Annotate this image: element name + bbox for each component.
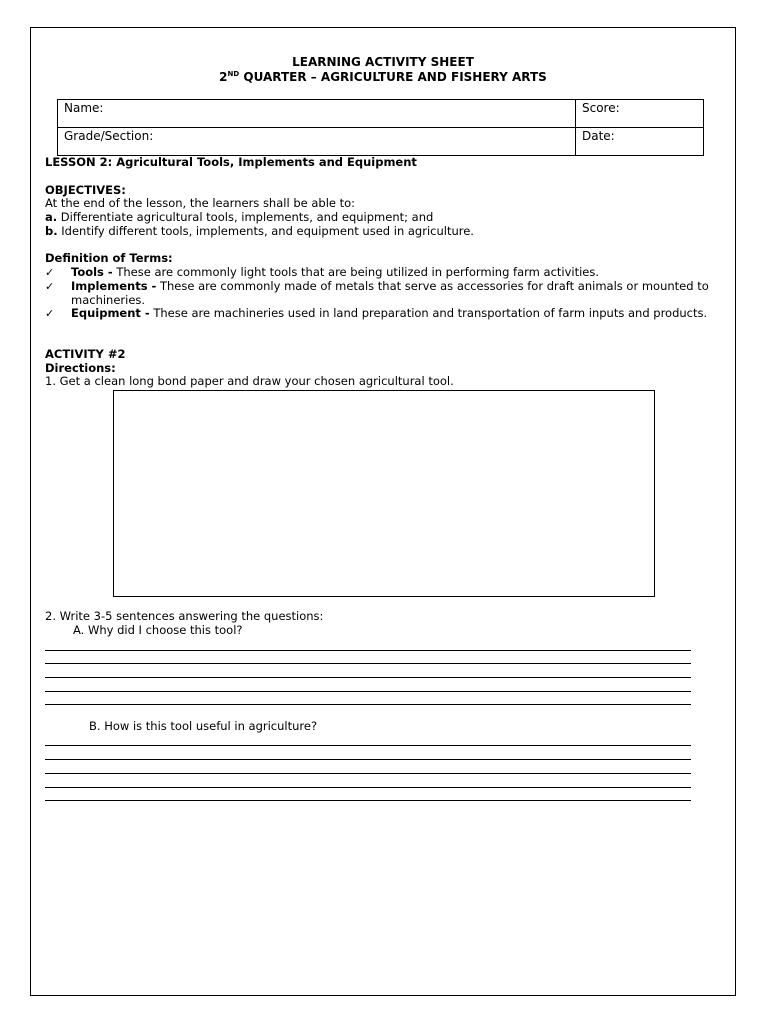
grade-section-label: Grade/Section: (64, 129, 154, 143)
checkmark-icon: ✓ (45, 280, 55, 293)
objective-marker: b. (45, 224, 58, 238)
objectives-intro: At the end of the lesson, the learners shall be able to: (45, 196, 356, 210)
checkmark-icon: ✓ (45, 307, 55, 320)
name-field[interactable] (58, 100, 576, 128)
answer-line[interactable] (45, 650, 691, 651)
answer-line[interactable] (45, 759, 691, 760)
activity-heading: ACTIVITY #2 (45, 347, 126, 361)
definition-term: Implements - (71, 279, 157, 293)
question-b: B. How is this tool useful in agriculture? (89, 719, 318, 733)
objective-item-a (45, 211, 433, 225)
objective-marker: a. (45, 210, 58, 224)
objectives-heading: OBJECTIVES: (45, 183, 126, 197)
score-field[interactable] (576, 100, 704, 128)
definition-text: These are machineries used in land preparation and transportation of farm inputs and products. (149, 306, 708, 320)
answer-line[interactable] (45, 691, 691, 692)
date-field[interactable] (576, 128, 704, 156)
objective-item-b (45, 225, 474, 239)
definition-text: These are commonly made of metals that serve as accessories for draft animals or mounted to machineries. (71, 279, 709, 307)
sheet-title: LEARNING ACTIVITY SHEET (292, 55, 474, 69)
directions-label: Directions: (45, 361, 116, 375)
definitions-heading: Definition of Terms: (45, 251, 173, 265)
name-label: Name: (64, 101, 104, 115)
definition-equipment (71, 307, 711, 321)
quarter-subject: QUARTER – AGRICULTURE AND FISHERY ARTS (239, 70, 547, 84)
drawing-box[interactable] (113, 390, 655, 597)
answer-line[interactable] (45, 787, 691, 788)
sheet-subtitle (30, 70, 736, 85)
objective-text: Differentiate agricultural tools, implements, and equipment; and (57, 210, 434, 224)
answer-line[interactable] (45, 663, 691, 664)
quarter-ordinal: ND (227, 70, 240, 78)
objective-text: Identify different tools, implements, and equipment used in agriculture. (57, 224, 474, 238)
checkmark-icon: ✓ (45, 266, 55, 279)
lesson-title: LESSON 2: Agricultural Tools, Implements and Equipment (45, 155, 417, 169)
question-a: A. Why did I choose this tool? (73, 623, 243, 637)
answer-line[interactable] (45, 745, 691, 746)
definition-implements (71, 280, 711, 307)
score-label: Score: (582, 101, 620, 115)
definition-text: These are commonly light tools that are being utilized in performing farm activities. (112, 265, 600, 279)
answer-line[interactable] (45, 704, 691, 705)
definition-term: Equipment - (71, 306, 150, 320)
activity-step-1: 1. Get a clean long bond paper and draw your chosen agricultural tool. (45, 374, 454, 388)
answer-line[interactable] (45, 773, 691, 774)
student-info-table (57, 99, 704, 156)
answer-line[interactable] (45, 677, 691, 678)
definition-tools (71, 266, 711, 280)
grade-section-field[interactable] (58, 128, 576, 156)
quarter-number: 2 (219, 70, 228, 84)
activity-step-2: 2. Write 3-5 sentences answering the questions: (45, 609, 324, 623)
definition-term: Tools - (71, 265, 113, 279)
date-label: Date: (582, 129, 615, 143)
answer-line[interactable] (45, 800, 691, 801)
